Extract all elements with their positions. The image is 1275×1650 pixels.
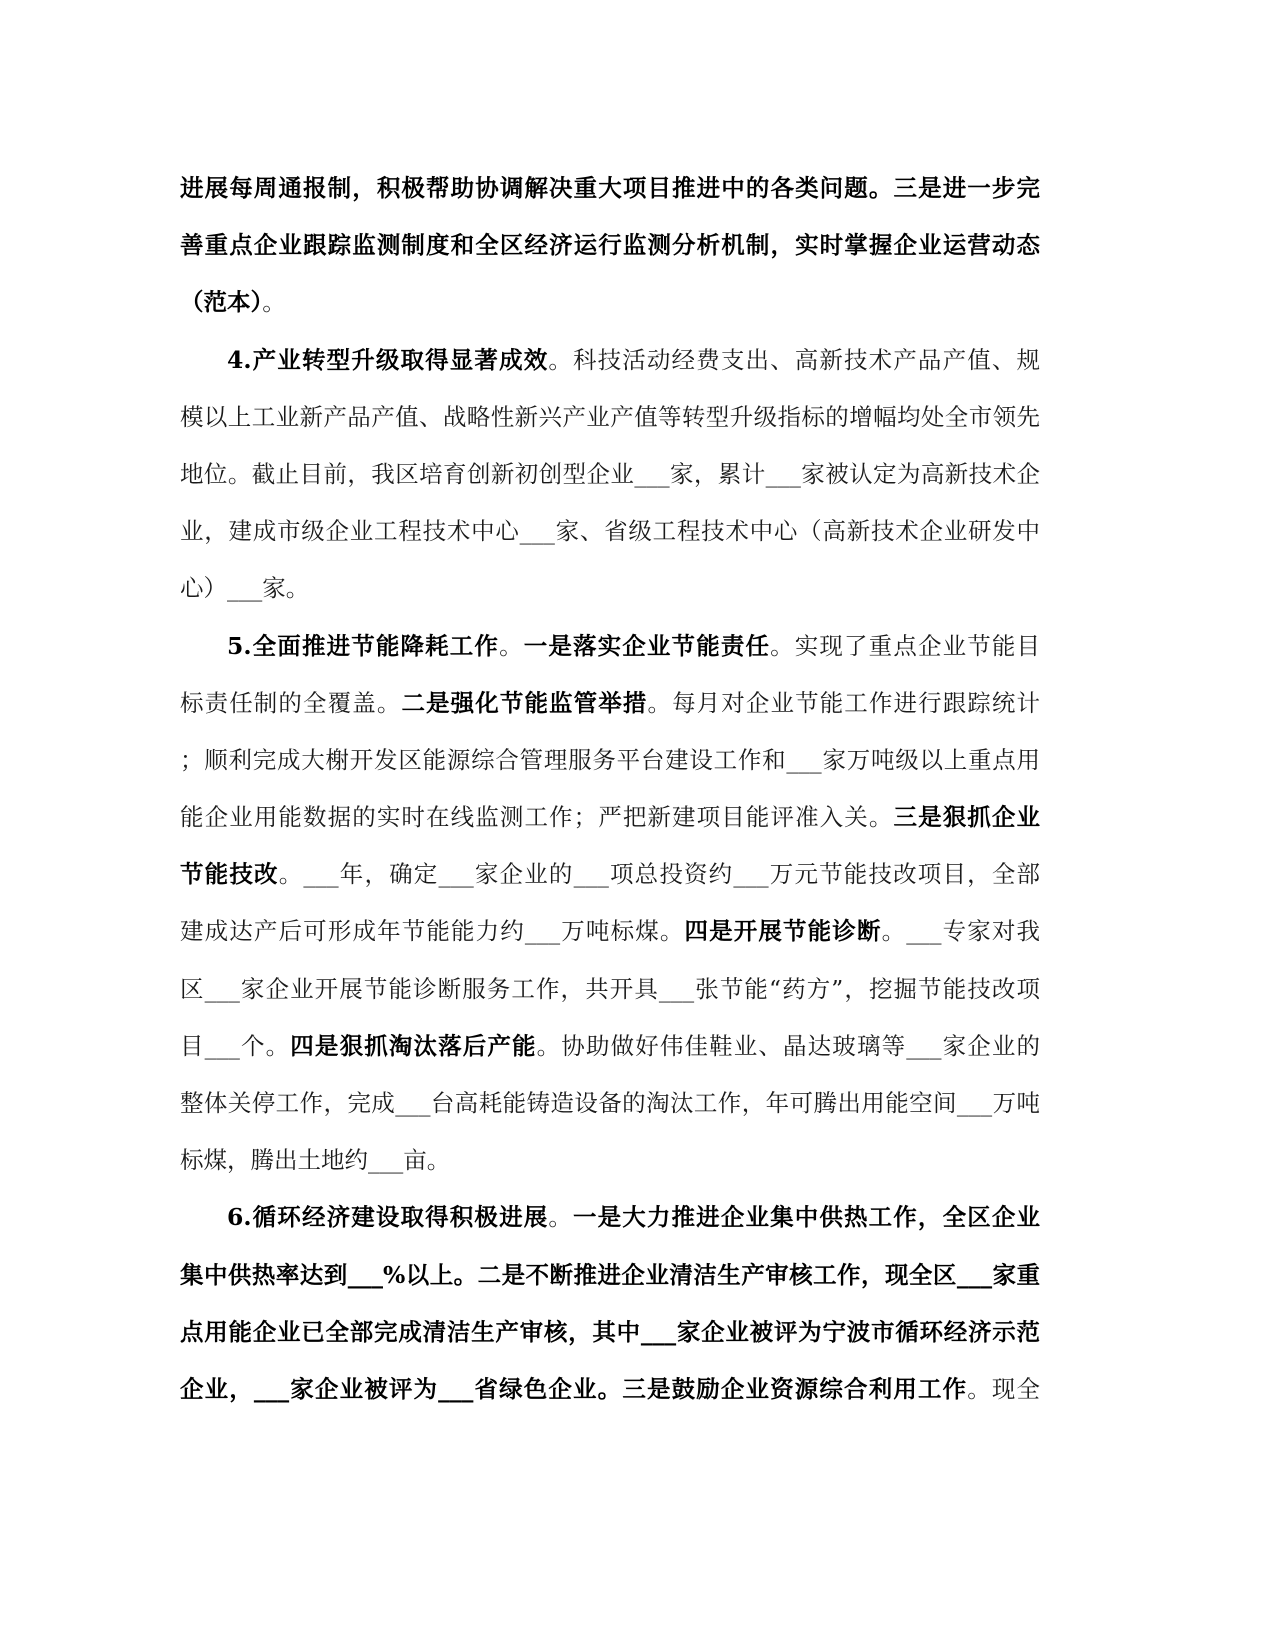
text-run: 目___个。	[180, 1031, 291, 1060]
text-run: 建成达产后可形成年节能能力约___万吨标煤。	[180, 917, 685, 946]
text-run: 。协助做好伟佳鞋业、晶达玻璃等___家企业的	[536, 1031, 1041, 1060]
text-run: 心）___家。	[180, 574, 310, 603]
text-line	[180, 618, 1040, 675]
bold-text-run: 6.循环经济建设取得积极进展	[227, 1203, 549, 1232]
bold-text-run: 5.全面推进节能降耗工作	[227, 631, 500, 660]
text-run: 。	[499, 631, 524, 660]
text-run: 标责任制的全覆盖。	[180, 688, 402, 717]
text-line	[180, 389, 1040, 446]
bold-text-run: 三是鼓励企业资源综合利用工作	[622, 1374, 968, 1403]
text-line	[180, 160, 1040, 217]
text-run: 标煤，腾出土地约___亩。	[180, 1146, 451, 1175]
bold-text-run: 进展每周通报制，积极帮助协调解决重大项目推进中的各类问题。三是进一步完	[180, 174, 1040, 202]
bold-text-run: 四是狠抓淘汰落后产能	[290, 1031, 537, 1060]
bold-text-run: 节能技改	[180, 860, 279, 889]
bold-text-run: 三是狠抓企业	[893, 803, 1040, 832]
text-run: ；顺利完成大榭开发区能源综合管理服务平台建设工作和___家万吨级以上重点用	[180, 745, 1040, 774]
text-line	[180, 446, 1040, 503]
text-run: 。	[548, 1203, 573, 1232]
text-line	[180, 332, 1040, 389]
bold-text-run: 企业，___家企业被评为___省绿色企业。	[180, 1374, 623, 1403]
text-line	[180, 1075, 1040, 1132]
bold-text-run: 二是强化节能监管举措	[401, 688, 648, 717]
text-line	[180, 903, 1040, 960]
text-run: 模以上工业新产品产值、战略性新兴产业产值等转型升级指标的增幅均处全市领先	[180, 402, 1040, 431]
bold-text-run: 点用能企业已全部完成清洁生产审核，其中___家企业被评为宁波市循环经济示范	[180, 1317, 1040, 1346]
bold-text-run: 善重点企业跟踪监测制度和全区经济运行监测分析机制，实时掌握企业运营动态	[180, 231, 1040, 260]
text-line	[180, 961, 1040, 1018]
text-run: 。	[262, 288, 286, 317]
text-run: 。每月对企业节能工作进行跟踪统计	[647, 688, 1041, 717]
text-line	[180, 274, 1040, 331]
text-line	[180, 1304, 1040, 1361]
document-body	[180, 160, 1040, 1418]
text-run: 区___家企业开展节能诊断服务工作，共开具___张节能“药方”，挖掘节能技改项	[180, 974, 1040, 1003]
text-run: 。___年，确定___家企业的___项总投资约___万元节能技改项目，全部	[278, 860, 1040, 889]
text-run: 。实现了重点企业节能目	[770, 631, 1041, 660]
text-line	[180, 1018, 1040, 1075]
text-line	[180, 1189, 1040, 1246]
text-line	[180, 560, 1040, 617]
bold-text-run: 4.产业转型升级取得显著成效	[227, 345, 549, 374]
text-line	[180, 732, 1040, 789]
text-run: 。___专家对我	[881, 917, 1041, 946]
text-line	[180, 1361, 1040, 1418]
text-run: 地位。截止目前，我区培育创新初创型企业___家，累计___家被认定为高新技术企	[180, 459, 1040, 488]
text-line	[180, 503, 1040, 560]
text-run: 。现全	[967, 1374, 1041, 1403]
text-line	[180, 217, 1040, 274]
text-run: 。科技活动经费支出、高新技术产品产值、规	[548, 345, 1040, 374]
text-run: 整体关停工作，完成___台高耗能铸造设备的淘汰工作，年可腾出用能空间___万吨	[180, 1089, 1040, 1117]
text-line	[180, 675, 1040, 732]
bold-text-run: 二是不断推进企业清洁生产审核工作，现全区___家重	[477, 1260, 1040, 1289]
bold-text-run: （范本）	[180, 288, 263, 317]
text-line	[180, 1247, 1040, 1304]
text-line	[180, 846, 1040, 903]
bold-text-run: 一是大力推进企业集中供热工作，全区企业	[572, 1203, 1040, 1232]
document-page	[180, 160, 1040, 1418]
bold-text-run: 四是开展节能诊断	[684, 917, 882, 946]
text-line	[180, 789, 1040, 846]
text-line	[180, 1132, 1040, 1189]
text-run: 能企业用能数据的实时在线监测工作；严把新建项目能评准入关。	[180, 803, 894, 832]
text-run: 业，建成市级企业工程技术中心___家、省级工程技术中心（高新技术企业研发中	[180, 517, 1040, 546]
bold-text-run: 集中供热率达到___%以上。	[180, 1260, 478, 1289]
bold-text-run: 一是落实企业节能责任	[523, 631, 771, 660]
